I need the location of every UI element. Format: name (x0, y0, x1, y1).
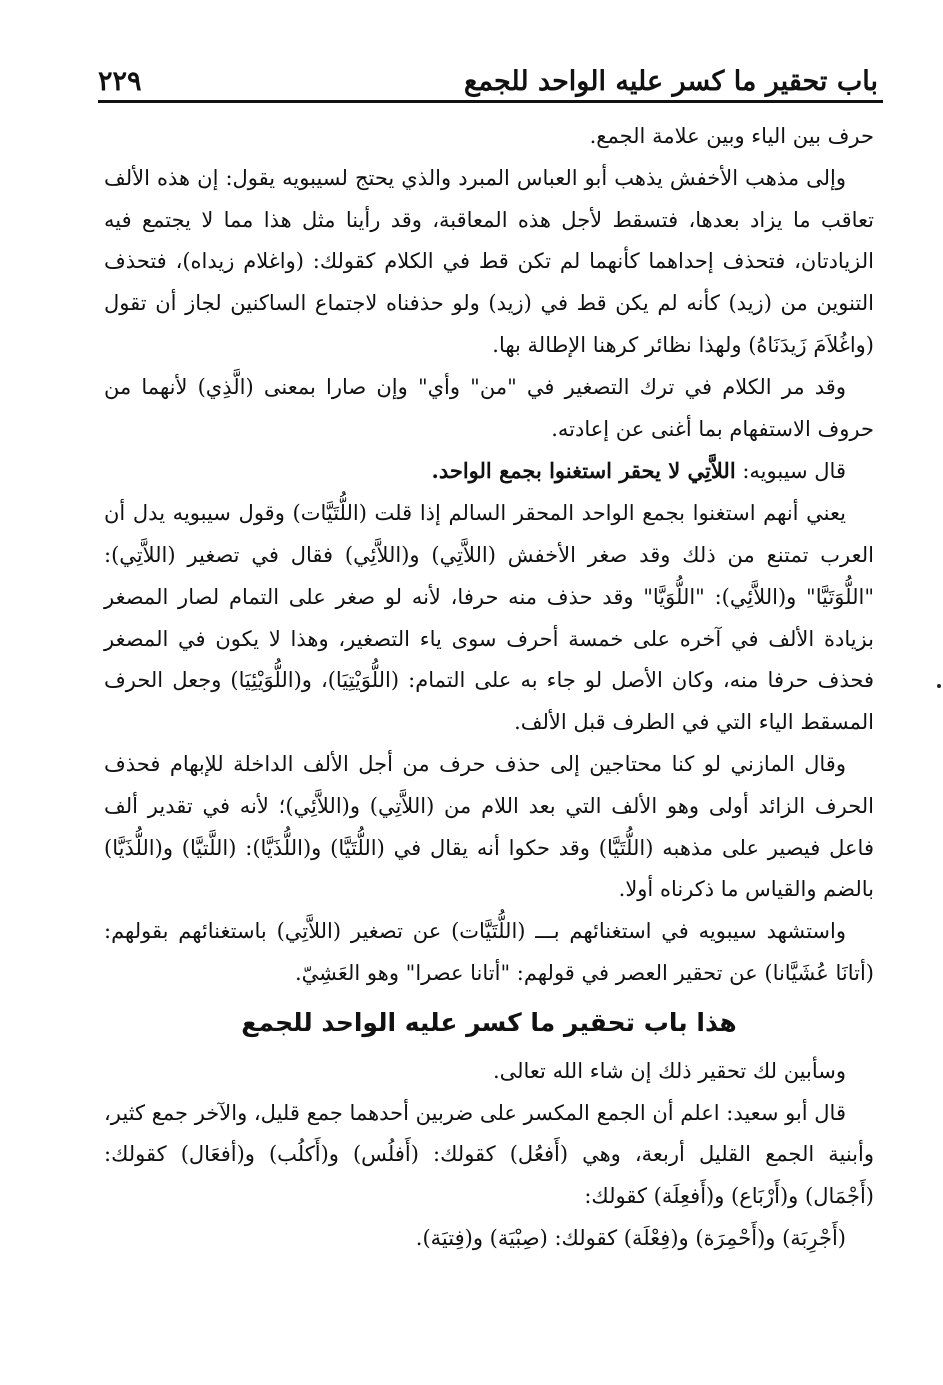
header-rule (98, 100, 883, 103)
section-paragraph-3: (أَجْرِبَة) و(أَحْمِرَة) و(فِعْلَة) كقولك: (صِبْيَة) و(فِتيَة). (415, 1225, 846, 1250)
quote-intro: قال سيبويه: (735, 459, 846, 484)
page-header (98, 52, 878, 98)
paragraph-5: يعني أنهم استغنوا بجمع الواحد المحقر السالم إذا قلت (اللُّتَيَّات) وقول سيبويه يدل أن العرب تمتنع من ذلك وقد صغر الأخفش (اللاَّتِي) و(اللاَّئِي) فقال في تصغير (اللاَّتِي): "اللُّوَتَيَّا" و(اللاَّئِي): "اللُّوَيَّا" وقد حذف منه حرفا، لأنه لو صغر على التمام لصار المصغر بزيادة الألف في آخره على خمسة أحرف سوى ياء التصغير، وهذا لا يكون في المصغر فحذف حرفا منه، وكان الأصل لو جاء به على التمام: (اللُّوَيْتِيَا)، و(اللُّوَيْئِيَا) وجعل الحرف المسقط الياء التي في الطرف قبل الألف. (104, 501, 874, 735)
paragraph-3: وقد مر الكلام في ترك التصغير في "من" وأي" وإن صارا بمعنى (الَّذِي) لأنهما من حروف الاستفهام بما أغنى عن إعادته. (104, 374, 874, 441)
paragraph-4 (104, 450, 874, 493)
paragraph-7: واستشهد سيبويه في استغنائهم بـــ (اللُّتَيَّات) عن تصغير (اللاَّتِي) باستغنائهم بقولهم: (أتانَا عُشَيَّانا) عن تحقير العصر في قولهم: "أتانا عصرا" وهو العَشِيّ. (104, 919, 874, 985)
sibawayh-quote: اللاَّتِي لا يحقر استغنوا بجمع الواحد. (431, 458, 736, 484)
section-paragraph-2: قال أبو سعيد: اعلم أن الجمع المكسر على ضربين أحدهما جمع قليل، والآخر جمع كثير، وأبنية الجمع القليل أربعة، وهي (أَفعُل) كقولك: (أَفلُس) و(أَكلُب) و(أفعَال) كقولك: (أَجْمَال) و(أَرْبَاع) و(أَفعِلَة) كقولك: (104, 1100, 874, 1209)
paragraph-1: حرف بين الياء وبين علامة الجمع. (589, 124, 874, 148)
section-paragraph-1: وسأبين لك تحقير ذلك إن شاء الله تعالى. (492, 1058, 846, 1083)
page-body (104, 116, 874, 1260)
margin-dot (937, 684, 941, 688)
paragraph-2: وإلى مذهب الأخفش يذهب أبو العباس المبرد والذي يحتج لسيبويه يقول: إن هذه الألف تعاقب ما يزاد بعدها، فتسقط لأجل هذه المعاقبة، وقد رأينا مثل هذا مما لا يجتمع فيه الزيادتان، فتحذف إحداهما كأنهما لم تكن قط في الكلام كقولك: (واغلام زيداه)، فتحذف التنوين من (زيد) كأنه لم يكن قط في (زيد) ولو حذفناه لاجتماع الساكنين لجاز أن تقول (واغُلاَمَ زَيدَنَاهُ) ولهذا نظائر كرهنا الإطالة بها. (104, 165, 874, 357)
running-title: باب تحقير ما كسر عليه الواحد للجمع (463, 65, 878, 97)
section-heading: هذا باب تحقير ما كسر عليه الواحد للجمع (241, 1007, 737, 1037)
page-number: ٢٢٩ (98, 65, 142, 97)
paragraph-6: وقال المازني لو كنا محتاجين إلى حذف حرف من أجل الألف الداخلة للإبهام فحذف الحرف الزائد أولى وهو الألف التي بعد اللام من (اللاَّتِي) و(اللاَّئِي)؛ لأنه في تقدير ألف فاعل فيصير على مذهبه (اللُّتَيَّا) وقد حكوا أنه يقال في (اللُّتَيَّا) و(اللُّذَيَّا): (اللَّتيَّا) و(اللُّذَيَّا) بالضم والقياس ما ذكرناه أولا. (104, 751, 874, 902)
